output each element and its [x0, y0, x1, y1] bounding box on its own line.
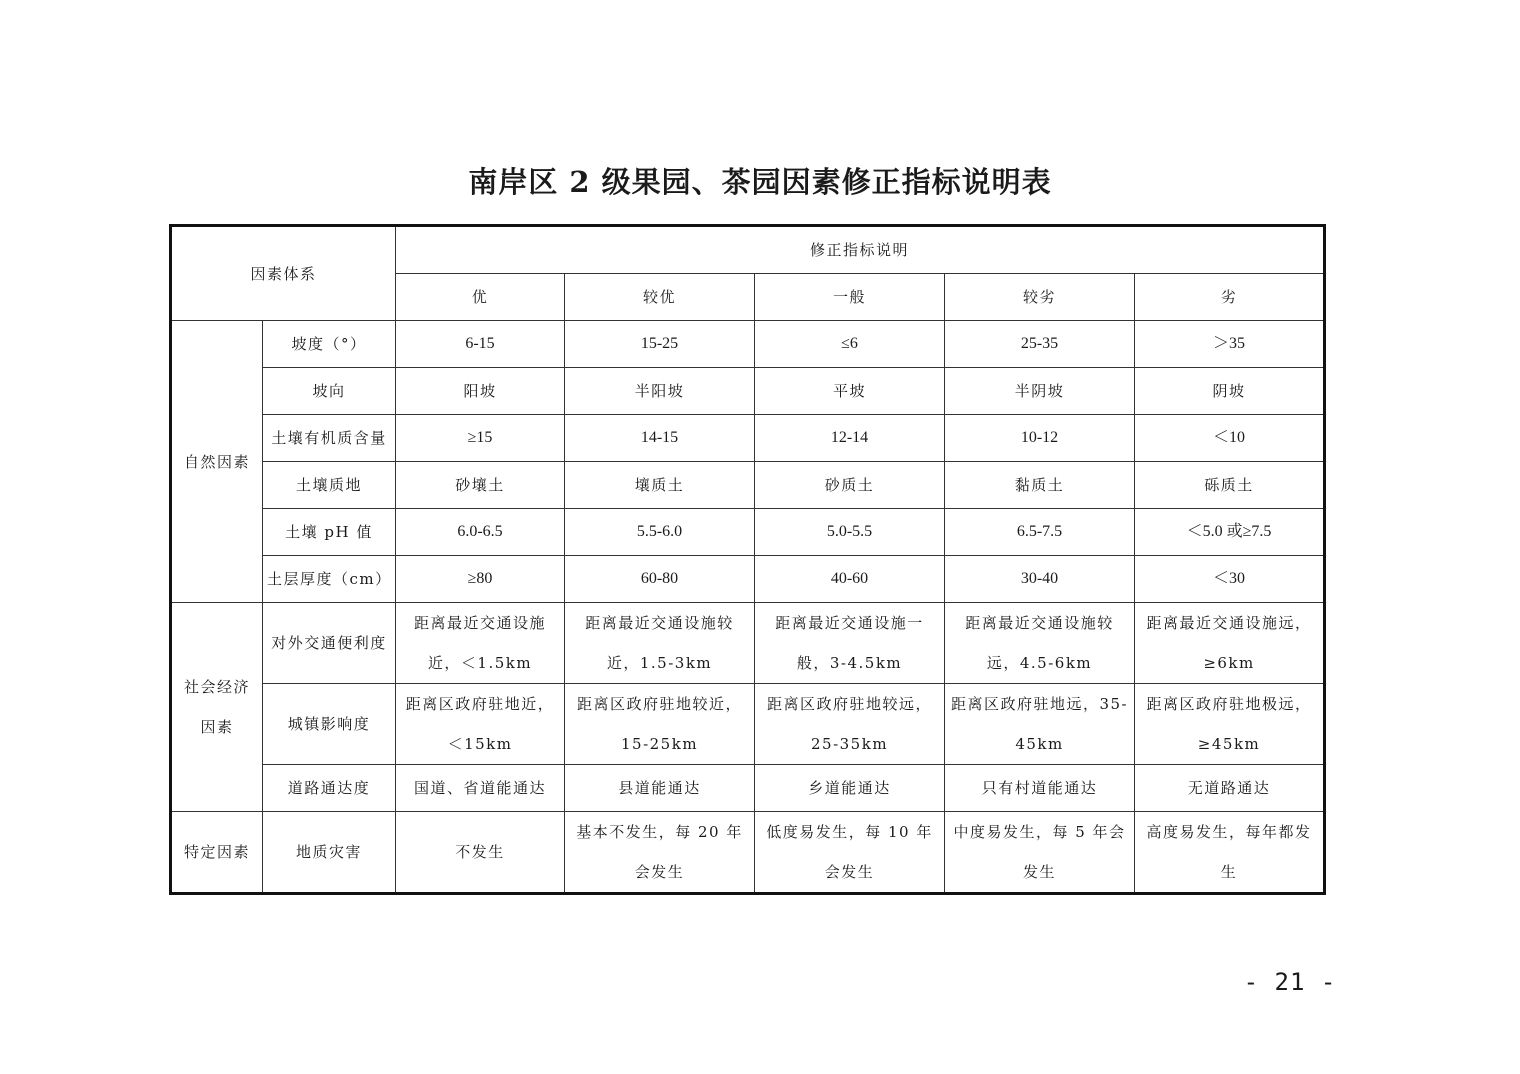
- table-cell: 25-35: [945, 321, 1135, 368]
- table-cell: 砂壤土: [396, 462, 565, 509]
- group-social-economic: 社会经济因素: [171, 603, 263, 812]
- grade-header: 一般: [755, 274, 945, 321]
- group-specific: 特定因素: [171, 812, 263, 894]
- table-cell: 距离区政府驻地极远，≥45km: [1135, 684, 1325, 765]
- table-cell: ≥15: [396, 415, 565, 462]
- table-cell: ≤6: [755, 321, 945, 368]
- factor-name: 土壤有机质含量: [263, 415, 396, 462]
- group-natural: 自然因素: [171, 321, 263, 603]
- table-cell: 距离最近交通设施较近，1.5-3km: [565, 603, 755, 684]
- table-cell: 高度易发生，每年都发生: [1135, 812, 1325, 894]
- factor-name: 土壤 pH 值: [263, 509, 396, 556]
- table-cell: 基本不发生，每 20 年会发生: [565, 812, 755, 894]
- table-cell: 15-25: [565, 321, 755, 368]
- factor-name: 土层厚度（cm）: [263, 556, 396, 603]
- table-row: [171, 603, 1325, 684]
- table-cell: ＜10: [1135, 415, 1325, 462]
- table-cell: 只有村道能通达: [945, 765, 1135, 812]
- table-cell: 中度易发生，每 5 年会发生: [945, 812, 1135, 894]
- table-cell: 距离最近交通设施近，＜1.5km: [396, 603, 565, 684]
- factor-name: 坡度（°）: [263, 321, 396, 368]
- header-indicator-description: 修正指标说明: [396, 226, 1325, 274]
- table-cell: 黏质土: [945, 462, 1135, 509]
- table-cell: 距离区政府驻地较近，15-25km: [565, 684, 755, 765]
- table-row: [171, 415, 1325, 462]
- table-cell: 5.5-6.0: [565, 509, 755, 556]
- table-cell: 距离区政府驻地近，＜15km: [396, 684, 565, 765]
- table-cell: 砾质土: [1135, 462, 1325, 509]
- table-cell: 半阴坡: [945, 368, 1135, 415]
- table-row: [171, 765, 1325, 812]
- table-cell: ≥80: [396, 556, 565, 603]
- table-cell: 半阳坡: [565, 368, 755, 415]
- table-cell: 距离区政府驻地较远，25-35km: [755, 684, 945, 765]
- table-cell: 60-80: [565, 556, 755, 603]
- table-cell: 距离最近交通设施远，≥6km: [1135, 603, 1325, 684]
- table-cell: ＜5.0 或≥7.5: [1135, 509, 1325, 556]
- table-cell: 乡道能通达: [755, 765, 945, 812]
- table-row: [171, 462, 1325, 509]
- table-row: [171, 321, 1325, 368]
- factor-correction-table: [169, 224, 1326, 895]
- page-number: - 21 -: [1243, 968, 1337, 996]
- table-cell: 10-12: [945, 415, 1135, 462]
- grade-header: 劣: [1135, 274, 1325, 321]
- factor-name: 土壤质地: [263, 462, 396, 509]
- table-row: [171, 556, 1325, 603]
- table-cell: 不发生: [396, 812, 565, 894]
- table-cell: 距离区政府驻地远，35-45km: [945, 684, 1135, 765]
- table-cell: 12-14: [755, 415, 945, 462]
- header-factor-system: 因素体系: [171, 226, 396, 321]
- table-row: [171, 509, 1325, 556]
- table-cell: 6.0-6.5: [396, 509, 565, 556]
- table-cell: 砂质土: [755, 462, 945, 509]
- table-cell: 5.0-5.5: [755, 509, 945, 556]
- grade-header: 优: [396, 274, 565, 321]
- factor-name: 地质灾害: [263, 812, 396, 894]
- factor-name: 道路通达度: [263, 765, 396, 812]
- table-cell: 阳坡: [396, 368, 565, 415]
- table-cell: 平坡: [755, 368, 945, 415]
- factor-name: 对外交通便利度: [263, 603, 396, 684]
- table-cell: 国道、省道能通达: [396, 765, 565, 812]
- table-cell: 30-40: [945, 556, 1135, 603]
- table-cell: 低度易发生，每 10 年会发生: [755, 812, 945, 894]
- table-cell: 县道能通达: [565, 765, 755, 812]
- table-cell: ＜30: [1135, 556, 1325, 603]
- table-row: [171, 368, 1325, 415]
- factor-name: 坡向: [263, 368, 396, 415]
- page-title: 南岸区 2 级果园、茶园因素修正指标说明表: [468, 165, 1052, 199]
- table-row: [171, 684, 1325, 765]
- table-cell: 无道路通达: [1135, 765, 1325, 812]
- table-cell: 6.5-7.5: [945, 509, 1135, 556]
- table-cell: 距离最近交通设施一般，3-4.5km: [755, 603, 945, 684]
- grade-header: 较劣: [945, 274, 1135, 321]
- grade-header: 较优: [565, 274, 755, 321]
- table-cell: 14-15: [565, 415, 755, 462]
- table-cell: 距离最近交通设施较远，4.5-6km: [945, 603, 1135, 684]
- table-cell: 壤质土: [565, 462, 755, 509]
- table-row: [171, 812, 1325, 894]
- factor-name: 城镇影响度: [263, 684, 396, 765]
- table-cell: 40-60: [755, 556, 945, 603]
- table-cell: ＞35: [1135, 321, 1325, 368]
- table-cell: 阴坡: [1135, 368, 1325, 415]
- table-cell: 6-15: [396, 321, 565, 368]
